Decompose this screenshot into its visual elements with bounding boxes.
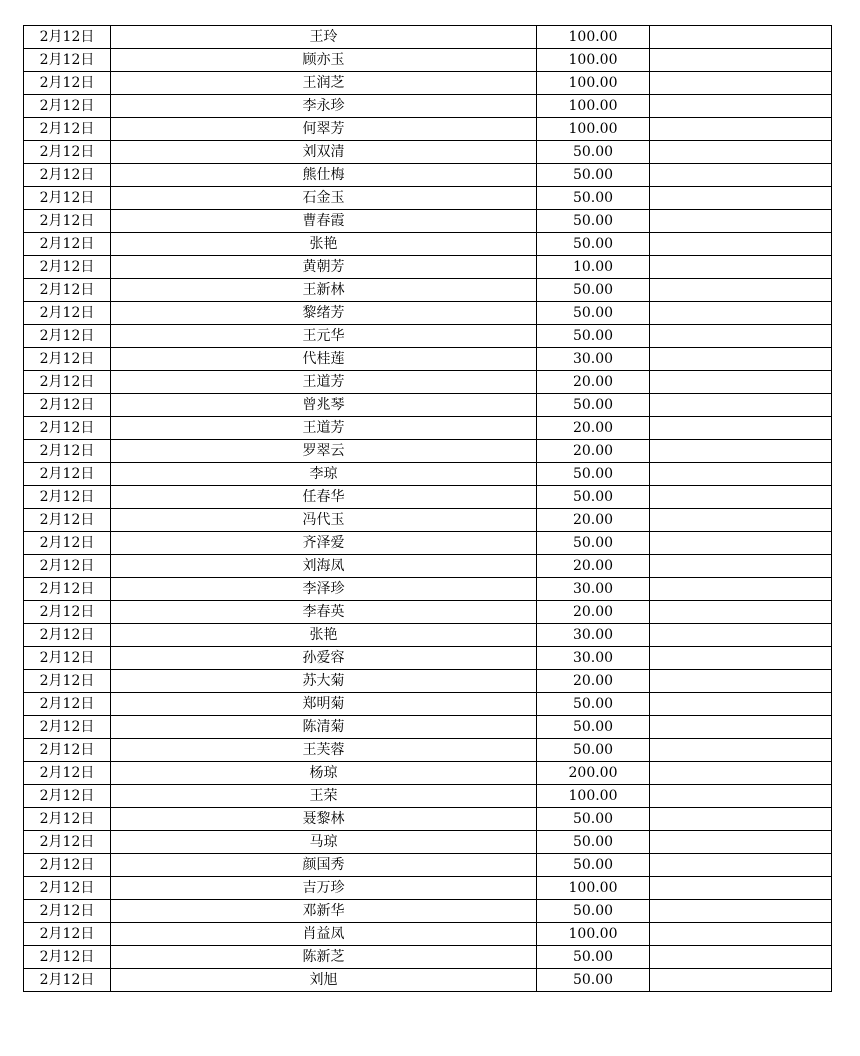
name-cell: 苏大菊 xyxy=(111,670,537,693)
note-cell xyxy=(650,808,832,831)
name-cell: 王元华 xyxy=(111,325,537,348)
note-cell xyxy=(650,624,832,647)
amount-cell: 30.00 xyxy=(537,578,650,601)
date-cell: 2月12日 xyxy=(24,854,111,877)
date-cell: 2月12日 xyxy=(24,187,111,210)
note-cell xyxy=(650,578,832,601)
amount-cell: 50.00 xyxy=(537,808,650,831)
note-cell xyxy=(650,739,832,762)
amount-cell: 100.00 xyxy=(537,785,650,808)
amount-cell: 50.00 xyxy=(537,302,650,325)
name-cell: 吉万珍 xyxy=(111,877,537,900)
note-cell xyxy=(650,532,832,555)
note-cell xyxy=(650,647,832,670)
name-cell: 郑明菊 xyxy=(111,693,537,716)
note-cell xyxy=(650,325,832,348)
date-cell: 2月12日 xyxy=(24,49,111,72)
table-row xyxy=(24,187,832,210)
table-row xyxy=(24,164,832,187)
table-row xyxy=(24,624,832,647)
date-cell: 2月12日 xyxy=(24,72,111,95)
date-cell: 2月12日 xyxy=(24,532,111,555)
donation-table xyxy=(23,25,832,992)
table-row xyxy=(24,210,832,233)
name-cell: 刘旭 xyxy=(111,969,537,992)
note-cell xyxy=(650,187,832,210)
date-cell: 2月12日 xyxy=(24,440,111,463)
date-cell: 2月12日 xyxy=(24,95,111,118)
amount-cell: 50.00 xyxy=(537,463,650,486)
date-cell: 2月12日 xyxy=(24,923,111,946)
name-cell: 张艳 xyxy=(111,233,537,256)
name-cell: 曹春霞 xyxy=(111,210,537,233)
date-cell: 2月12日 xyxy=(24,302,111,325)
table-row xyxy=(24,417,832,440)
table-row xyxy=(24,302,832,325)
amount-cell: 20.00 xyxy=(537,509,650,532)
table-row xyxy=(24,693,832,716)
date-cell: 2月12日 xyxy=(24,831,111,854)
table-row xyxy=(24,808,832,831)
amount-cell: 20.00 xyxy=(537,555,650,578)
date-cell: 2月12日 xyxy=(24,670,111,693)
note-cell xyxy=(650,785,832,808)
name-cell: 王润芝 xyxy=(111,72,537,95)
note-cell xyxy=(650,302,832,325)
table-row xyxy=(24,601,832,624)
name-cell: 王玲 xyxy=(111,26,537,49)
note-cell xyxy=(650,210,832,233)
note-cell xyxy=(650,463,832,486)
name-cell: 邓新华 xyxy=(111,900,537,923)
amount-cell: 200.00 xyxy=(537,762,650,785)
name-cell: 聂黎林 xyxy=(111,808,537,831)
date-cell: 2月12日 xyxy=(24,279,111,302)
table-row xyxy=(24,233,832,256)
date-cell: 2月12日 xyxy=(24,785,111,808)
table-row xyxy=(24,923,832,946)
amount-cell: 100.00 xyxy=(537,26,650,49)
note-cell xyxy=(650,900,832,923)
note-cell xyxy=(650,371,832,394)
note-cell xyxy=(650,348,832,371)
table-row xyxy=(24,739,832,762)
table-row xyxy=(24,647,832,670)
amount-cell: 50.00 xyxy=(537,969,650,992)
table-row xyxy=(24,394,832,417)
amount-cell: 20.00 xyxy=(537,417,650,440)
table-row xyxy=(24,371,832,394)
table-row xyxy=(24,486,832,509)
table-row xyxy=(24,440,832,463)
table-row xyxy=(24,762,832,785)
amount-cell: 50.00 xyxy=(537,854,650,877)
table-row xyxy=(24,26,832,49)
note-cell xyxy=(650,141,832,164)
table-row xyxy=(24,969,832,992)
amount-cell: 10.00 xyxy=(537,256,650,279)
date-cell: 2月12日 xyxy=(24,555,111,578)
note-cell xyxy=(650,164,832,187)
amount-cell: 100.00 xyxy=(537,118,650,141)
table-row xyxy=(24,348,832,371)
table-row xyxy=(24,256,832,279)
date-cell: 2月12日 xyxy=(24,647,111,670)
note-cell xyxy=(650,394,832,417)
date-cell: 2月12日 xyxy=(24,762,111,785)
date-cell: 2月12日 xyxy=(24,164,111,187)
date-cell: 2月12日 xyxy=(24,417,111,440)
amount-cell: 50.00 xyxy=(537,739,650,762)
note-cell xyxy=(650,969,832,992)
date-cell: 2月12日 xyxy=(24,946,111,969)
note-cell xyxy=(650,877,832,900)
date-cell: 2月12日 xyxy=(24,210,111,233)
donation-table-body xyxy=(24,26,832,992)
name-cell: 何翠芳 xyxy=(111,118,537,141)
table-row xyxy=(24,509,832,532)
name-cell: 陈清菊 xyxy=(111,716,537,739)
amount-cell: 20.00 xyxy=(537,670,650,693)
amount-cell: 50.00 xyxy=(537,394,650,417)
amount-cell: 50.00 xyxy=(537,946,650,969)
amount-cell: 100.00 xyxy=(537,72,650,95)
name-cell: 李泽珍 xyxy=(111,578,537,601)
date-cell: 2月12日 xyxy=(24,486,111,509)
amount-cell: 50.00 xyxy=(537,141,650,164)
note-cell xyxy=(650,716,832,739)
amount-cell: 50.00 xyxy=(537,233,650,256)
amount-cell: 50.00 xyxy=(537,325,650,348)
amount-cell: 50.00 xyxy=(537,693,650,716)
amount-cell: 50.00 xyxy=(537,279,650,302)
table-row xyxy=(24,325,832,348)
date-cell: 2月12日 xyxy=(24,26,111,49)
amount-cell: 50.00 xyxy=(537,831,650,854)
note-cell xyxy=(650,509,832,532)
date-cell: 2月12日 xyxy=(24,693,111,716)
name-cell: 张艳 xyxy=(111,624,537,647)
table-row xyxy=(24,95,832,118)
amount-cell: 50.00 xyxy=(537,532,650,555)
note-cell xyxy=(650,693,832,716)
name-cell: 陈新芝 xyxy=(111,946,537,969)
name-cell: 齐泽爱 xyxy=(111,532,537,555)
date-cell: 2月12日 xyxy=(24,578,111,601)
table-row xyxy=(24,670,832,693)
name-cell: 颜国秀 xyxy=(111,854,537,877)
name-cell: 罗翠云 xyxy=(111,440,537,463)
amount-cell: 100.00 xyxy=(537,877,650,900)
note-cell xyxy=(650,118,832,141)
date-cell: 2月12日 xyxy=(24,624,111,647)
table-row xyxy=(24,831,832,854)
date-cell: 2月12日 xyxy=(24,118,111,141)
note-cell xyxy=(650,762,832,785)
date-cell: 2月12日 xyxy=(24,256,111,279)
date-cell: 2月12日 xyxy=(24,601,111,624)
name-cell: 孙爱容 xyxy=(111,647,537,670)
name-cell: 曾兆琴 xyxy=(111,394,537,417)
amount-cell: 50.00 xyxy=(537,164,650,187)
table-row xyxy=(24,141,832,164)
date-cell: 2月12日 xyxy=(24,233,111,256)
date-cell: 2月12日 xyxy=(24,141,111,164)
amount-cell: 50.00 xyxy=(537,187,650,210)
amount-cell: 20.00 xyxy=(537,601,650,624)
note-cell xyxy=(650,670,832,693)
table-row xyxy=(24,118,832,141)
name-cell: 马琼 xyxy=(111,831,537,854)
name-cell: 王荣 xyxy=(111,785,537,808)
date-cell: 2月12日 xyxy=(24,969,111,992)
date-cell: 2月12日 xyxy=(24,371,111,394)
amount-cell: 20.00 xyxy=(537,371,650,394)
name-cell: 肖益凤 xyxy=(111,923,537,946)
note-cell xyxy=(650,417,832,440)
amount-cell: 30.00 xyxy=(537,647,650,670)
note-cell xyxy=(650,440,832,463)
date-cell: 2月12日 xyxy=(24,394,111,417)
name-cell: 代桂莲 xyxy=(111,348,537,371)
date-cell: 2月12日 xyxy=(24,739,111,762)
note-cell xyxy=(650,854,832,877)
name-cell: 李琼 xyxy=(111,463,537,486)
name-cell: 王道芳 xyxy=(111,417,537,440)
date-cell: 2月12日 xyxy=(24,348,111,371)
amount-cell: 100.00 xyxy=(537,49,650,72)
date-cell: 2月12日 xyxy=(24,716,111,739)
note-cell xyxy=(650,26,832,49)
amount-cell: 100.00 xyxy=(537,923,650,946)
note-cell xyxy=(650,72,832,95)
table-row xyxy=(24,463,832,486)
amount-cell: 30.00 xyxy=(537,348,650,371)
name-cell: 任春华 xyxy=(111,486,537,509)
name-cell: 石金玉 xyxy=(111,187,537,210)
table-row xyxy=(24,900,832,923)
note-cell xyxy=(650,95,832,118)
name-cell: 黄朝芳 xyxy=(111,256,537,279)
note-cell xyxy=(650,555,832,578)
amount-cell: 50.00 xyxy=(537,486,650,509)
name-cell: 王新林 xyxy=(111,279,537,302)
table-row xyxy=(24,877,832,900)
amount-cell: 50.00 xyxy=(537,210,650,233)
name-cell: 王芙蓉 xyxy=(111,739,537,762)
date-cell: 2月12日 xyxy=(24,808,111,831)
note-cell xyxy=(650,923,832,946)
table-row xyxy=(24,578,832,601)
amount-cell: 50.00 xyxy=(537,900,650,923)
table-row xyxy=(24,49,832,72)
amount-cell: 20.00 xyxy=(537,440,650,463)
name-cell: 黎绪芳 xyxy=(111,302,537,325)
name-cell: 刘海凤 xyxy=(111,555,537,578)
name-cell: 李永珍 xyxy=(111,95,537,118)
table-row xyxy=(24,946,832,969)
name-cell: 冯代玉 xyxy=(111,509,537,532)
table-row xyxy=(24,555,832,578)
note-cell xyxy=(650,279,832,302)
name-cell: 杨琼 xyxy=(111,762,537,785)
table-row xyxy=(24,532,832,555)
name-cell: 李春英 xyxy=(111,601,537,624)
note-cell xyxy=(650,831,832,854)
date-cell: 2月12日 xyxy=(24,463,111,486)
table-row xyxy=(24,716,832,739)
note-cell xyxy=(650,486,832,509)
note-cell xyxy=(650,601,832,624)
note-cell xyxy=(650,256,832,279)
table-row xyxy=(24,854,832,877)
amount-cell: 50.00 xyxy=(537,716,650,739)
name-cell: 顾亦玉 xyxy=(111,49,537,72)
table-row xyxy=(24,72,832,95)
amount-cell: 30.00 xyxy=(537,624,650,647)
date-cell: 2月12日 xyxy=(24,900,111,923)
name-cell: 王道芳 xyxy=(111,371,537,394)
note-cell xyxy=(650,233,832,256)
name-cell: 刘双清 xyxy=(111,141,537,164)
amount-cell: 100.00 xyxy=(537,95,650,118)
note-cell xyxy=(650,49,832,72)
table-row xyxy=(24,785,832,808)
note-cell xyxy=(650,946,832,969)
date-cell: 2月12日 xyxy=(24,325,111,348)
date-cell: 2月12日 xyxy=(24,877,111,900)
table-row xyxy=(24,279,832,302)
name-cell: 熊仕梅 xyxy=(111,164,537,187)
date-cell: 2月12日 xyxy=(24,509,111,532)
